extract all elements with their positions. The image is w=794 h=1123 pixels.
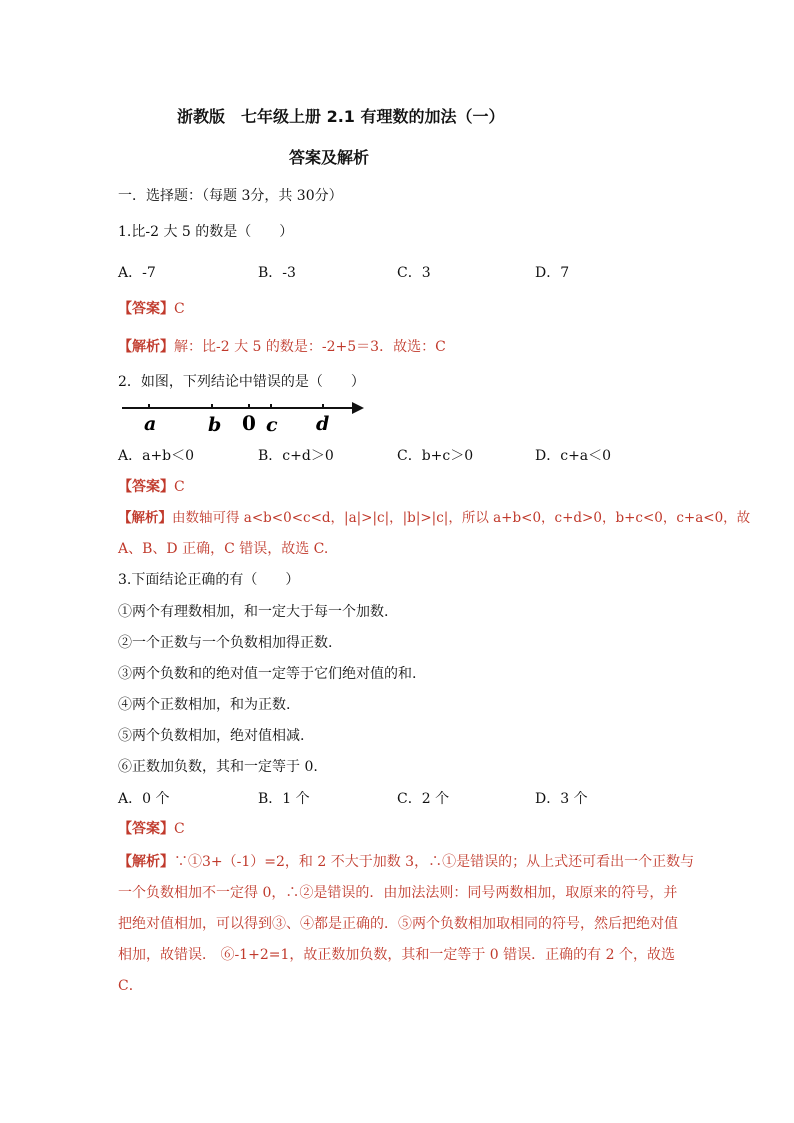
q3-analysis-line-3: 把绝对值相加，可以得到③、④都是正确的．⑤两个负数相加取相同的符号，然后把绝对值	[118, 916, 678, 932]
answer-value: C	[174, 821, 185, 837]
q3-item-5: ⑤两个负数相加，绝对值相减.	[118, 728, 305, 744]
q3-analysis-line-1	[118, 853, 694, 871]
page-subtitle: 答案及解析	[289, 148, 370, 167]
number-line-arrow	[352, 402, 364, 414]
analysis-text: 解：比-2 大 5 的数是：-2+5＝3．故选：C	[174, 339, 446, 355]
q3-item-6: ⑥正数加负数，其和一定等于 0.	[118, 759, 318, 775]
q1-stem: 1.比-2 大 5 的数是（ ）	[118, 224, 294, 240]
q2-analysis-line-2: A、B、D 正确，C 错误，故选 C.	[118, 541, 329, 557]
answer-tag: 【答案】	[118, 479, 174, 495]
q3-item-2: ②一个正数与一个负数相加得正数.	[118, 635, 333, 651]
label-c: c	[266, 414, 278, 436]
number-line-figure	[118, 396, 378, 436]
q3-option-a: A．0 个	[118, 791, 170, 807]
q3-option-d: D．3 个	[535, 791, 588, 807]
q2-option-b: B．c+d＞0	[258, 448, 334, 464]
q1-analysis	[118, 338, 446, 356]
label-b: b	[208, 414, 222, 436]
q2-answer	[118, 478, 185, 496]
q1-option-a: A．-7	[118, 265, 156, 281]
q1-option-d: D．7	[535, 265, 570, 281]
q3-item-1: ①两个有理数相加，和一定大于每一个加数.	[118, 604, 389, 620]
section-heading: 一．选择题：（每题 3分，共 30分）	[118, 188, 343, 204]
analysis-text: 由数轴可得 a<b<0<c<d，|a|>|c|，|b|>|c|，所以 a+b<0，c+d>0，b+c<0，c+a<0，故	[172, 510, 751, 526]
label-zero: 0	[242, 411, 256, 435]
q3-answer	[118, 820, 185, 838]
q1-option-c: C．3	[397, 265, 431, 281]
q2-option-a: A．a+b＜0	[118, 448, 195, 464]
q1-option-b: B．-3	[258, 265, 296, 281]
analysis-tag: 【解析】	[118, 510, 172, 526]
q2-stem: 2．如图，下列结论中错误的是（ ）	[118, 374, 365, 390]
q1-answer	[118, 300, 185, 318]
q3-analysis-line-4: 相加，故错误． ⑥-1+2=1，故正数加负数，其和一定等于 0 错误．正确的有 2 个，故选	[118, 947, 675, 963]
page-title: 浙教版 七年级上册 2.1 有理数的加法（一）	[177, 107, 505, 126]
answer-tag: 【答案】	[118, 821, 174, 837]
q3-item-3: ③两个负数和的绝对值一定等于它们绝对值的和.	[118, 666, 417, 682]
q2-option-c: C．b+c＞0	[397, 448, 474, 464]
answer-value: C	[174, 301, 185, 317]
analysis-tag: 【解析】	[118, 339, 174, 355]
answer-tag: 【答案】	[118, 301, 174, 317]
q2-option-d: D．c+a＜0	[535, 448, 612, 464]
q3-item-4: ④两个正数相加，和为正数.	[118, 697, 291, 713]
label-d: d	[316, 413, 330, 435]
q3-option-c: C．2 个	[397, 791, 450, 807]
q3-analysis-line-2: 一个负数相加不一定得 0，∴②是错误的．由加法法则：同号两数相加，取原来的符号，并	[118, 885, 678, 901]
answer-value: C	[174, 479, 185, 495]
analysis-tag: 【解析】	[118, 854, 174, 870]
label-a: a	[144, 413, 157, 435]
analysis-text: ∵①3+（-1）=2，和 2 不大于加数 3，∴①是错误的；从上式还可看出一个正数与	[174, 854, 695, 870]
q3-stem: 3.下面结论正确的有（ ）	[118, 572, 300, 588]
q3-option-b: B．1 个	[258, 791, 310, 807]
q3-analysis-line-5: C．	[118, 978, 143, 994]
q2-analysis-line-1	[118, 509, 750, 527]
